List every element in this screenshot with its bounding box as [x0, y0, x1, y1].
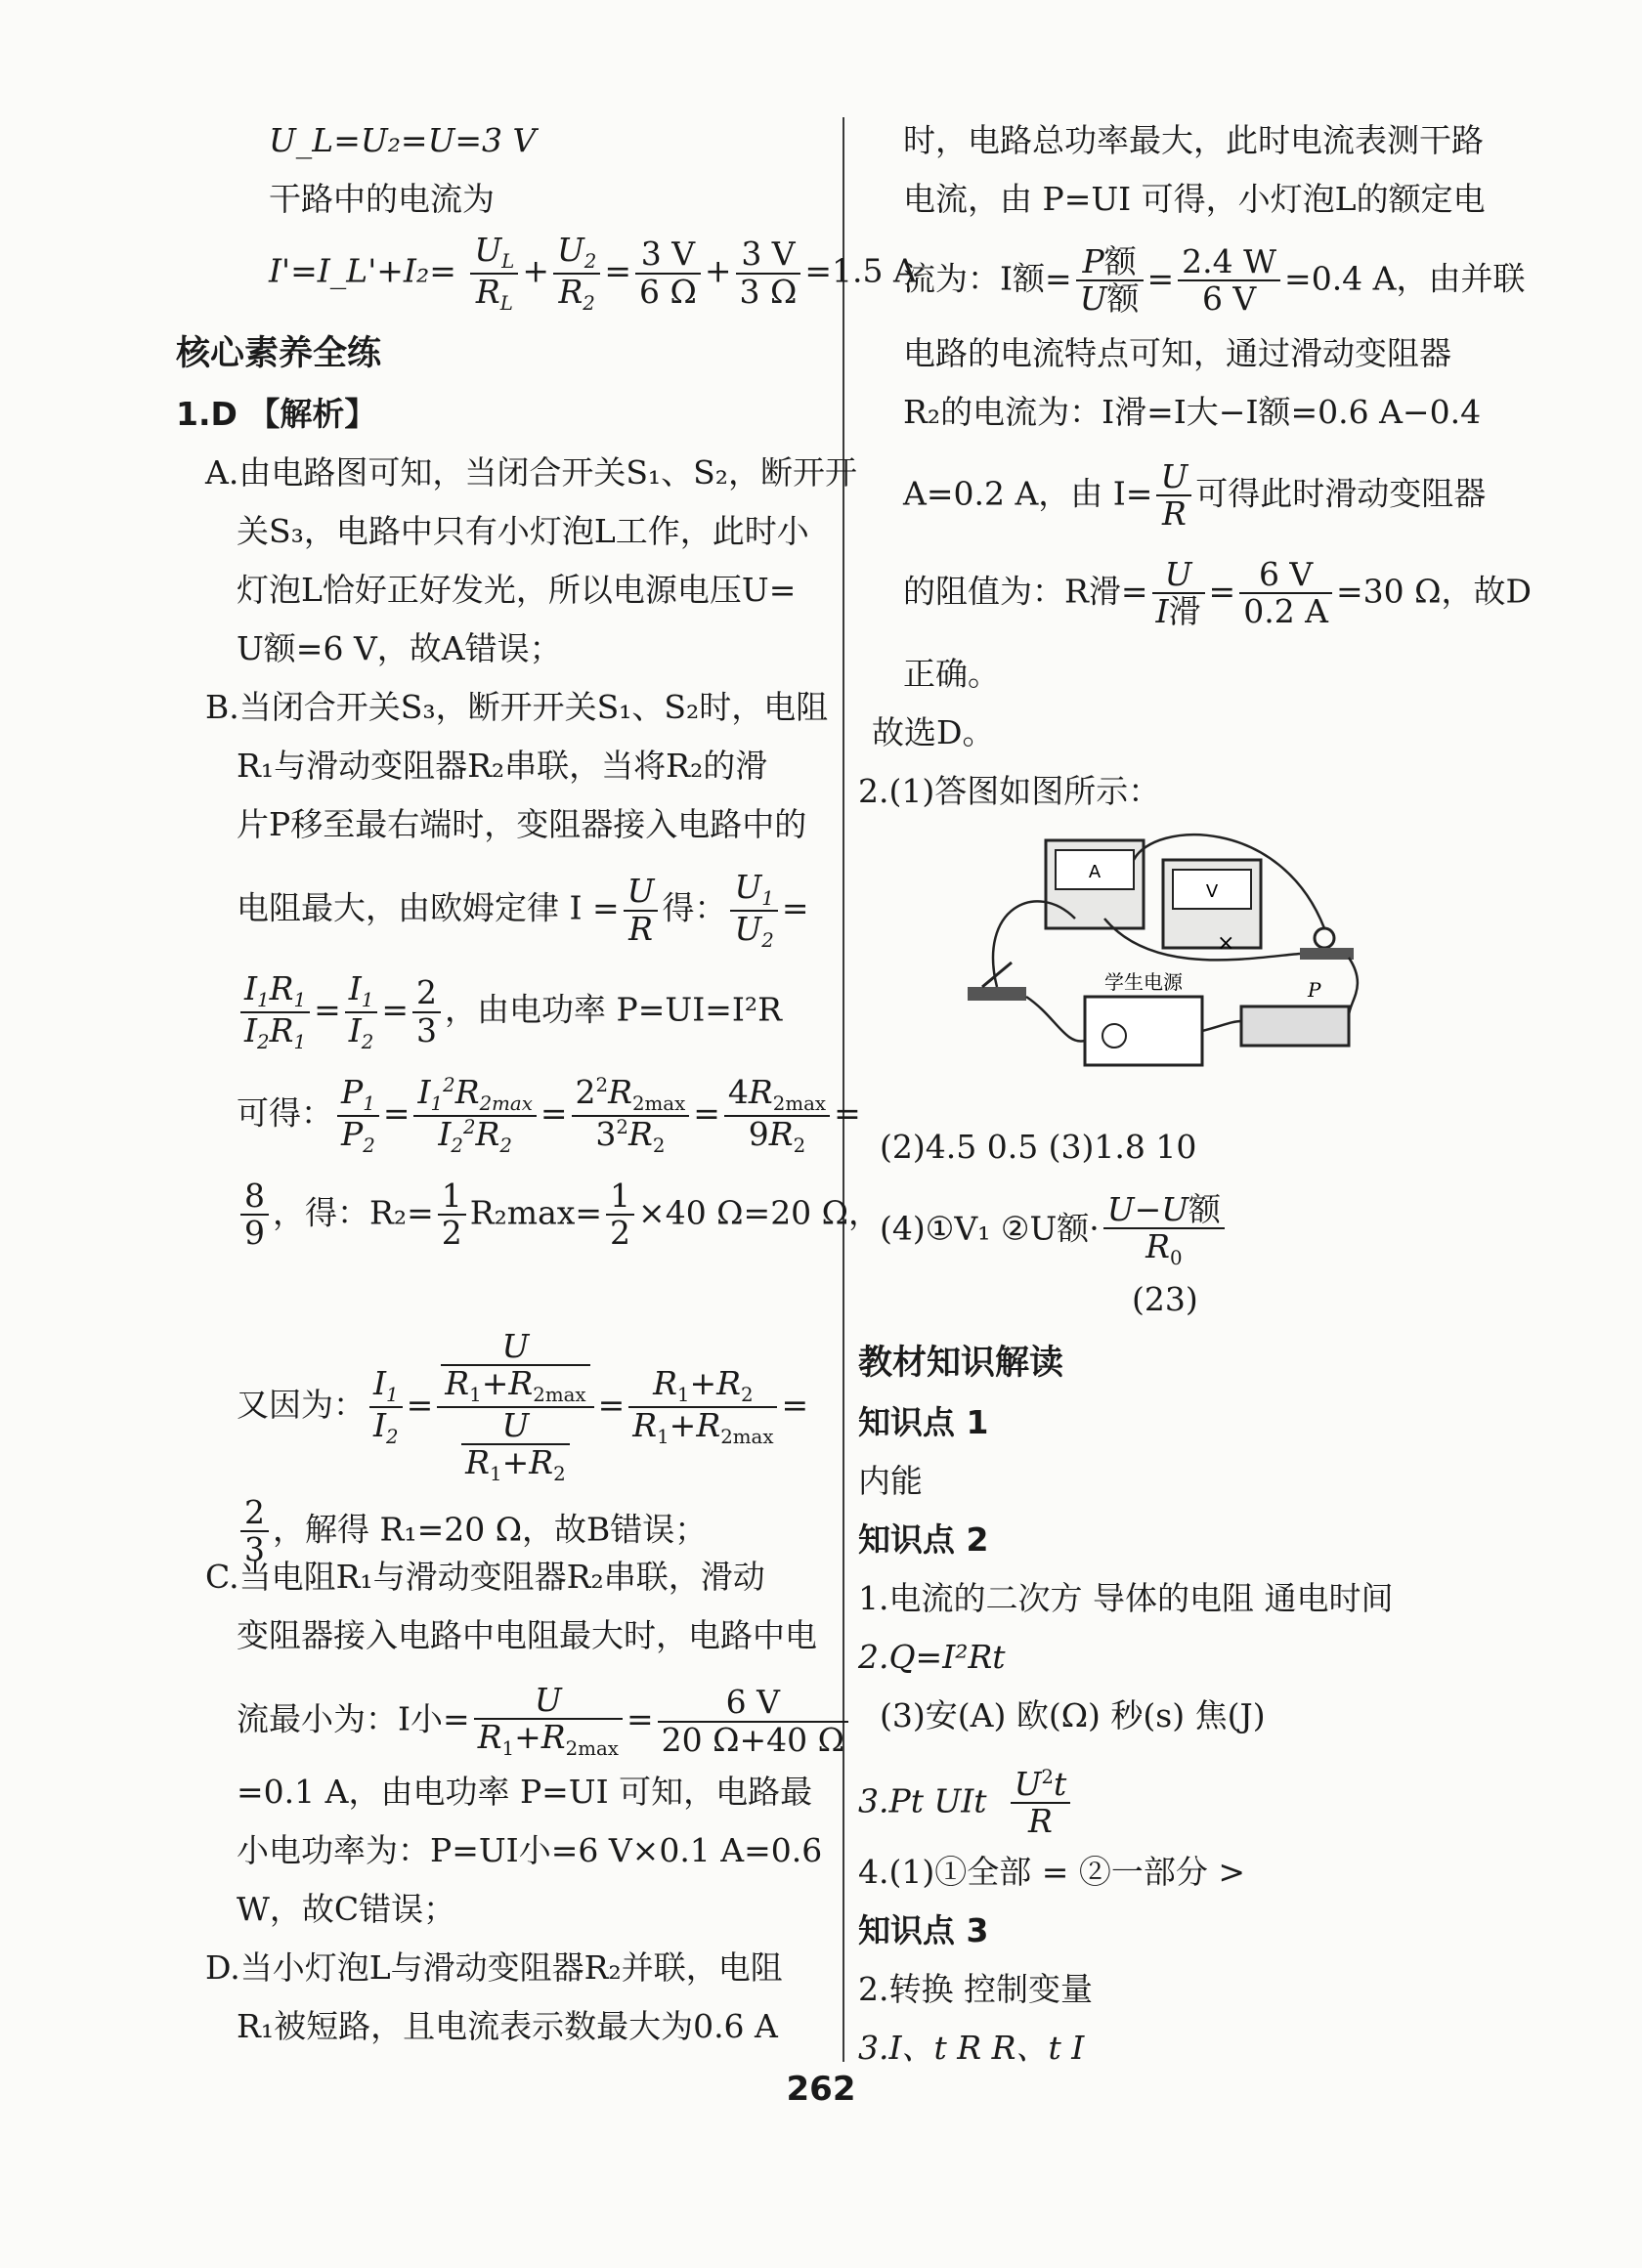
explanation-d-line: D.当小灯泡L与滑动变阻器R₂并联，电阻: [205, 1948, 783, 1987]
explanation-b-line: R₁与滑动变阻器R₂串联，当将R₂的滑: [237, 747, 768, 785]
section-heading: 教材知识解读: [858, 1344, 1064, 1383]
knowledge-point-label: 知识点 1: [858, 1403, 989, 1441]
svg-text:×: ×: [1217, 931, 1235, 956]
section-number: (23): [1132, 1280, 1198, 1318]
explanation-d-line: R₁被短路，且电流表示数最大为0.6 A: [237, 2007, 778, 2045]
answer-line: (2)4.5 0.5 (3)1.8 10: [880, 1128, 1197, 1166]
explanation-b-ratio: $\frac{I_1R_1}{I_2R_1}$ = $\frac{I_1}{I_2}$ = $\frac{2}{3}$ ，由电功率 P=UI=I²R: [237, 971, 782, 1052]
explanation-d-line: 正确。: [903, 655, 1000, 693]
explanation-c-line: C.当电阻R₁与滑动变阻器R₂串联，滑动: [205, 1558, 765, 1596]
explanation-b-solve: $\frac{2}{3}$ ，解得 R₁=20 Ω，故B错误；: [237, 1495, 707, 1568]
circuit-diagram-figure: [958, 821, 1368, 1075]
explanation-d-line: 电流，由 P=UI 可得，小灯泡L的额定电: [903, 180, 1486, 218]
explanation-d-line: R₂的电流为：I滑=I大−I额=0.6 A−0.4: [903, 393, 1482, 431]
svg-text:P: P: [1308, 978, 1321, 1002]
explanation-b-ohm: 电阻最大，由欧姆定律 I = $\frac{U}{R}$ 得： $\frac{U_1}{U_2}$ =: [237, 868, 809, 952]
explanation-c-line: 小电功率为：P=UI小=6 V×0.1 A=0.6: [237, 1831, 823, 1869]
explanation-b-line: 片P移至最右端时，变阻器接入电路中的: [237, 805, 807, 843]
answer-line: 2.转换 控制变量: [858, 1970, 1093, 2008]
answer-line: 3.Pt UIt $\frac{U^2t}{R}$: [858, 1767, 1074, 1840]
question-2-label: 2.(1)答图如图所示：: [858, 772, 1161, 810]
answer-line: 4.(1)①全部 = ②一部分 >: [858, 1853, 1245, 1891]
rheostat-icon: [1241, 1006, 1349, 1046]
lamp-icon: [1315, 928, 1334, 948]
explanation-b-result: $\frac{8}{9}$ ，得：R₂= $\frac{1}{2}$ R₂max= $\frac{1}{2}$ ×40 Ω=20 Ω，: [237, 1178, 881, 1252]
explanation-d-resistance: 的阻值为：R滑= $\frac{U}{\text{I滑}}$ = $\frac{6 V}{0.2 A}$ =30 Ω，故D: [903, 555, 1532, 631]
explanation-b-because: 又因为： $\frac{I_1}{I_2}$ = $\frac{\frac{U}{R_1+R_{2max}}}{\frac{U}{R_1+R_2}}$ = $\frac{R_1+R_2}{R_1+R_{2max}}$ =: [237, 1327, 809, 1486]
explanation-a-line: 关S₃，电路中只有小灯泡L工作，此时小: [237, 512, 809, 550]
section-heading: 核心素养全练: [176, 334, 382, 373]
explanation-b-power: 可得： $\frac{P_1}{P_2}$ = $\frac{I_1^2R_{2max}}{I_2^2R_2}$ = $\frac{2^2R_{2max}}{3^2R_2}$ = $\frac{4R_{2max}}{9R_2}$ =: [237, 1073, 861, 1157]
explanation-a-line: 灯泡L恰好正好发光，所以电源电压U=: [237, 571, 797, 609]
explanation-c-line: W，故C错误；: [237, 1890, 456, 1928]
power-supply-label: 学生电源: [1104, 970, 1183, 994]
explanation-c-line: =0.1 A，由电功率 P=UI 可知，电路最: [237, 1773, 813, 1811]
answer-line: (3)安(A) 欧(Ω) 秒(s) 焦(J): [880, 1696, 1266, 1734]
answer-line: (4)①V₁ ②U额· $\frac{\text{U−U额}}{R_0}$: [880, 1192, 1229, 1269]
knowledge-point-label: 知识点 3: [858, 1911, 989, 1949]
explanation-d-ohm: A=0.2 A，由 I= $\frac{U}{R}$ 可得此时滑动变阻器: [903, 457, 1487, 534]
explanation-d-line: 时，电路总功率最大，此时电流表测干路: [903, 121, 1484, 159]
switch-icon: [968, 987, 1026, 1001]
explanation-b-line: B.当闭合开关S₃，断开开关S₁、S₂时，电阻: [205, 688, 829, 726]
explanation-a-line: U额=6 V，故A错误；: [237, 629, 562, 667]
explanation-d-line: 电路的电流特点可知，通过滑动变阻器: [903, 334, 1451, 372]
knowledge-point-label: 知识点 2: [858, 1520, 989, 1559]
equation-voltage: U_L=U₂=U=3 V: [269, 121, 537, 159]
explanation-d-rated-current: 流为：I额= $\frac{\text{P额}}{\text{U额}}$ = $\frac{2.4 W}{6 V}$ =0.4 A，由并联: [903, 242, 1526, 319]
question-1-label: 1.D 【解析】: [176, 395, 377, 433]
answer-choice: 故选D。: [872, 713, 995, 751]
answer-line: 1.电流的二次方 导体的电阻 通电时间: [858, 1579, 1394, 1617]
text-line: 干路中的电流为: [269, 180, 495, 218]
page-number: 262: [786, 2070, 856, 2109]
explanation-a-line: A.由电路图可知，当闭合开关S₁、S₂，断开开: [205, 453, 857, 492]
answer-line: 内能: [858, 1462, 923, 1500]
explanation-c-line: 变阻器接入电路中电阻最大时，电路中电: [237, 1616, 817, 1654]
svg-text:A: A: [1088, 862, 1102, 882]
svg-text:V: V: [1205, 881, 1219, 902]
answer-line: 2.Q=I²Rt: [858, 1638, 1006, 1676]
answer-line: 3.I、t R R、t I: [858, 2029, 1085, 2067]
explanation-c-min-current: 流最小为：I小= $\frac{U}{R_1+R_{2max}}$ = $\frac{6 V}{20 \Omega+40 \Omega}$: [237, 1683, 852, 1760]
equation-current: I'=I_L'+I₂= $\frac{U_L}{R_L}$ + $\frac{U_2}{R_2}$ = $\frac{3 V}{6 \Omega}$ + $\frac{3 V}{3 \Omega}$ =1.5 A: [269, 231, 917, 315]
